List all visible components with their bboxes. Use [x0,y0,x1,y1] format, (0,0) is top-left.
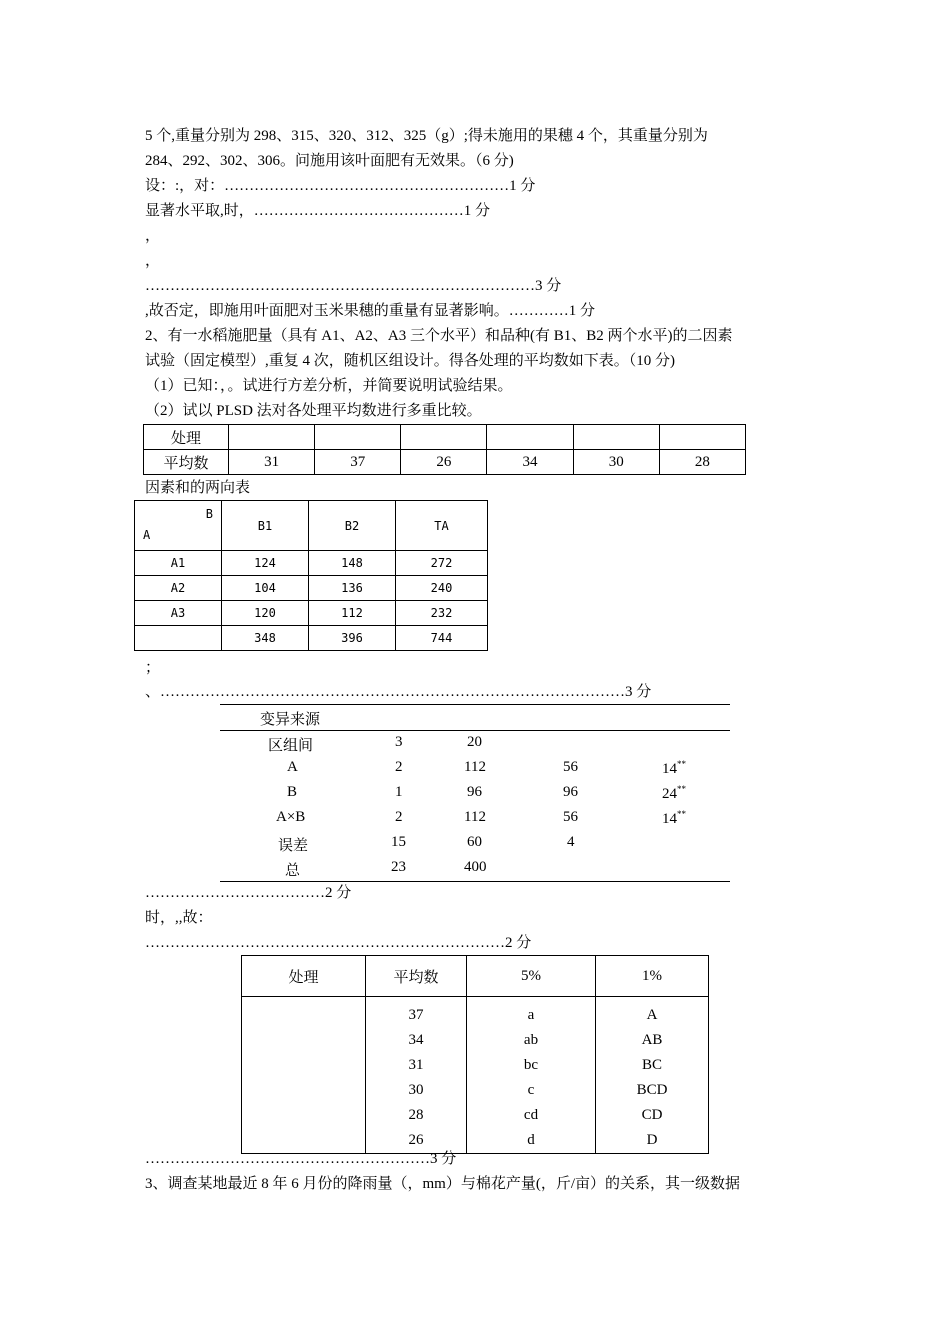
p5-column [467,997,596,1154]
means-column [366,997,467,1154]
anova-source: 区组间 [268,738,314,754]
significance-letter: c [527,1082,535,1098]
text-line: ， [145,228,161,244]
anova-ss: 60 [467,834,482,850]
anova-ms: 4 [567,834,575,850]
text-line: 试验（固定模型）,重复 4 次，随机区组设计。得各处理的平均数如下表。（10 分) [145,353,675,369]
table-header: B1 [222,501,309,551]
table-cell: 396 [309,626,396,651]
anova-header: 变异来源 [260,712,321,728]
mean-value: 28 [408,1107,424,1123]
anova-ms: 56 [563,759,578,775]
table-cell [573,425,659,450]
table-cell: 124 [222,551,309,576]
table-cell: A3 [135,601,222,626]
anova-df: 15 [391,834,406,850]
table-header: TA [396,501,488,551]
anova-ms: 56 [563,809,578,825]
corner-label-b: B [205,507,213,521]
table-cell [401,425,487,450]
anova-f [662,784,686,803]
significance-letter: CD [641,1107,663,1123]
mean-value: 37 [408,1007,424,1023]
anova-ss: 96 [467,784,482,800]
text-line: 设：:，对：…………………………………………………1 分 [145,178,536,194]
table-cell [135,626,222,651]
table-cell: 处理 [144,425,229,450]
f-value: 14 [662,761,677,777]
treatment-means-table [143,424,746,475]
text-line: （2）试以 PLSD 法对各处理平均数进行多重比较。 [145,403,482,419]
table-cell: 37 [315,450,401,475]
table-header: 平均数 [366,956,467,997]
text-line: 284、292、302、306。问施用该叶面肥有无效果。（6 分) [145,153,514,169]
f-value: 14 [662,811,677,827]
table-cell: 26 [401,450,487,475]
mean-value: 31 [408,1057,424,1073]
anova-source: 总 [285,863,301,879]
anova-df: 23 [391,859,406,875]
significance-letter: a [527,1007,535,1023]
table-header: 1% [596,956,709,997]
table-header: 5% [467,956,596,997]
text-line: ； [145,660,161,676]
table-cell: 104 [222,576,309,601]
p1-column [596,997,709,1154]
anova-f [662,809,686,828]
two-way-table [134,500,488,651]
text-line: …………………………………………………3 分 [145,1151,457,1167]
anova-df: 1 [395,784,403,800]
table-header: B2 [309,501,396,551]
treatment-column [242,997,366,1154]
table-cell: 272 [396,551,488,576]
table-cell: 240 [396,576,488,601]
text-line: 2、有一水稻施肥量（具有 A1、A2、A3 三个水平）和品种(有 B1、B2 两个水平)的二因素 [145,328,733,344]
mean-value: 30 [408,1082,424,1098]
table-cell: 平均数 [144,450,229,475]
mean-value: 34 [408,1032,424,1048]
significance-letter: BC [641,1057,662,1073]
anova-table [220,704,730,882]
anova-df: 3 [395,734,403,750]
anova-source: 误差 [278,838,309,854]
table-cell: 30 [573,450,659,475]
anova-source: A×B [276,809,306,825]
table-corner-cell [135,501,222,551]
corner-label-a: A [143,528,151,542]
text-line: （1）已知：，。试进行方差分析，并简要说明试验结果。 [145,378,513,394]
table-cell: A2 [135,576,222,601]
significance-letter: AB [641,1032,663,1048]
anova-source: B [287,784,298,800]
anova-df: 2 [395,759,403,775]
anova-f [662,759,686,778]
table-header: 处理 [242,956,366,997]
f-value: 24 [662,786,677,802]
anova-df: 2 [395,809,403,825]
table-cell: 28 [659,450,745,475]
text-line: 显著水平取,时，……………………………………1 分 [145,203,491,219]
header-rule [220,730,730,731]
table-cell: A1 [135,551,222,576]
anova-ss: 400 [464,859,487,875]
significance-letter: d [527,1132,535,1148]
table-cell: 348 [222,626,309,651]
anova-ms: 96 [563,784,578,800]
table-cell: 136 [309,576,396,601]
significance-letter: A [646,1007,658,1023]
table-cell: 148 [309,551,396,576]
table-cell [487,425,573,450]
table-cell [659,425,745,450]
text-line: 5 个,重量分别为 298、315、320、312、325（g）;得未施用的果穗 4 个，其重量分别为 [145,128,708,144]
text-line: 、…………………………………………………………………………………3 分 [145,684,652,700]
anova-ss: 112 [464,759,486,775]
significance-letter: cd [523,1107,539,1123]
significance-letter: ab [523,1032,539,1048]
table-cell: 112 [309,601,396,626]
text-line: 时，,,故： [145,910,213,926]
table-cell: 744 [396,626,488,651]
table-cell: 34 [487,450,573,475]
anova-ss: 20 [467,734,482,750]
significance-letter: BCD [636,1082,668,1098]
text-line: ， [145,253,161,269]
anova-ss: 112 [464,809,486,825]
significance-letter: bc [523,1057,539,1073]
table-cell: 232 [396,601,488,626]
multiple-comparison-table [241,955,709,1154]
anova-source: A [287,759,298,775]
text-line: 因素和的两向表 [145,480,251,496]
significance-mark: ** [677,809,686,819]
significance-mark: ** [677,759,686,769]
table-cell [229,425,315,450]
table-cell: 31 [229,450,315,475]
text-line: ………………………………………………………………2 分 [145,935,532,951]
table-cell: 120 [222,601,309,626]
mean-value: 26 [408,1132,424,1148]
text-line: 3、调查某地最近 8 年 6 月份的降雨量（，mm）与棉花产量(，斤/亩）的关系，其一级数据 [145,1176,741,1192]
text-line: ………………………………2 分 [145,885,352,901]
significance-letter: D [646,1132,658,1148]
significance-mark: ** [677,784,686,794]
text-line: ……………………………………………………………………3 分 [145,278,562,294]
table-cell [315,425,401,450]
text-line: ,故否定，即施用叶面肥对玉米果穗的重量有显著影响。…………1 分 [145,303,596,319]
